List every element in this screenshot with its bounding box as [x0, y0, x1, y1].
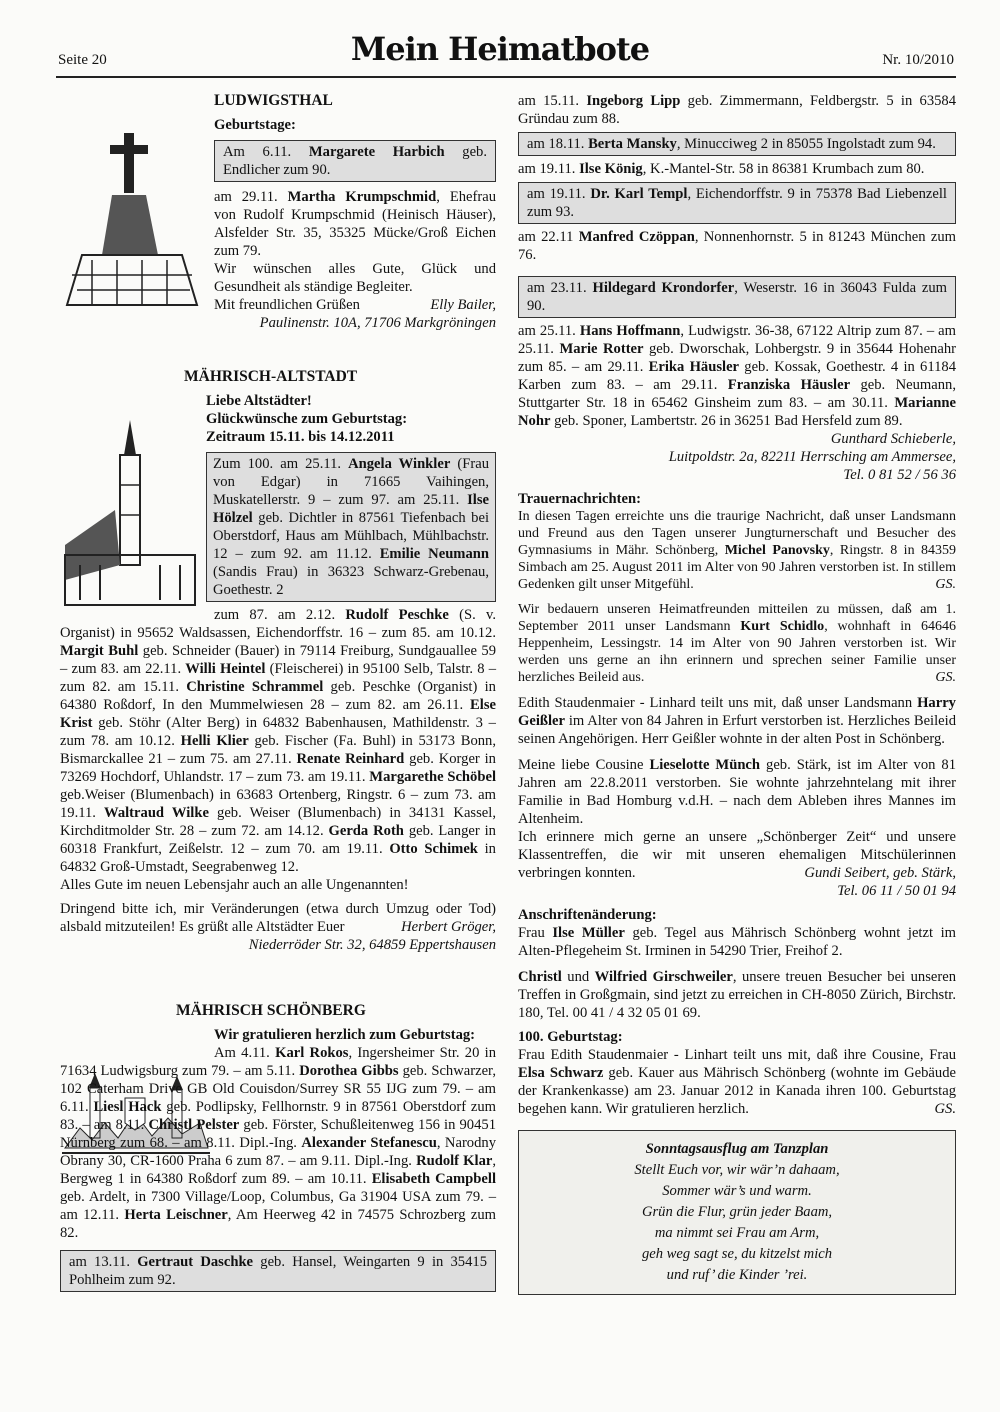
- birthday-entry: [518, 92, 956, 128]
- text-fragment: , Minucciweg 2 in 85055 Ingolstadt zum 94.: [676, 136, 936, 152]
- person-name: Lieselotte Münch: [649, 757, 761, 773]
- person-name: Rudolf Peschke: [345, 607, 449, 623]
- text-fragment: geb. Tegel aus Mährisch Schönberg wohnt jetzt im Alten-Pflegeheim St. Irminen in 54290 Trier, Freihof 2.: [518, 925, 957, 959]
- text-fragment: geb. Stöhr (Alter Berg) in 64832 Babenhausen, Mathildenstr. 3 – zum 78. am 10.12.: [60, 715, 496, 749]
- text-fragment: am 23.11.: [527, 280, 587, 296]
- right-column: [518, 92, 956, 1295]
- text-fragment: , Narodny Obrany 30, CR-1600 Praha 6 zum 87. – am 9.11. Dipl.-Ing.: [60, 1135, 496, 1169]
- person-name: Ilse Müller: [552, 925, 625, 941]
- text-fragment: am 19.11.: [527, 186, 586, 202]
- text-fragment: in 64832 Groß-Umstadt, Seegrabenweg 12.: [60, 841, 496, 875]
- signature-address: Luitpoldstr. 2a, 82211 Herrsching am Ammersee,: [668, 449, 956, 465]
- highlight-box: [206, 452, 496, 602]
- text-fragment: , Ringstr. 8 in 84359 Simbach am 25. August 2011 im Alter von 90 Jahren verstorben ist. In stillem Gedenken gilt unser Mitgefühl.: [518, 543, 956, 592]
- person-name: Elisabeth Campbell: [371, 1171, 496, 1187]
- issue-number: Nr. 10/2010: [882, 52, 954, 68]
- person-name: Elsa Schwarz: [518, 1065, 604, 1081]
- text-fragment: , wohnhaft in 64646 Heppenheim, Lessingstr. 14 im Alter von 90 Jahren verstorben ist. Wir werden uns gerne an ihn erinnern und sprechen seiner Familie unser herzliches Beileid aus.: [518, 619, 957, 685]
- text-fragment: , Nonnenhornstr. 5 in 81243 München zum 76.: [518, 229, 956, 263]
- person-name: Franziska Häusler: [727, 377, 851, 393]
- text-fragment: Gundi Seibert, geb. Stärk,: [804, 865, 956, 881]
- signature-phone: Tel. 06 11 / 50 01 94: [837, 883, 956, 899]
- text-fragment: am 22.11: [518, 229, 574, 245]
- text-fragment: am 19.11.: [518, 161, 576, 177]
- birthday-list: [60, 1044, 496, 1242]
- text-fragment: geb. Dworschak, Lohbergstr. 9 in 35644 Hohenahr zum 85. – am 29.11.: [518, 341, 956, 375]
- signature-address: Niederröder Str. 32, 64859 Eppertshausen: [248, 937, 496, 953]
- text-fragment: , Ingersheimer Str. 20 in 71634 Ludwigsburg zum 79. – am 5.11.: [60, 1045, 497, 1079]
- person-name: Alexander Stefanescu: [301, 1135, 437, 1151]
- highlight-box: [214, 140, 496, 182]
- person-name: Kurt Schidlo: [740, 619, 825, 634]
- text-fragment: geb. Zimmermann, Feldbergstr. 5 in 63584 Gründau zum 88.: [518, 93, 957, 127]
- person-name: Else Krist: [60, 697, 496, 731]
- page-number: Seite 20: [58, 52, 107, 68]
- header-rule: [56, 76, 956, 78]
- poem-line: und ruf’ die Kinder ’rei.: [666, 1267, 808, 1283]
- text-fragment: GS.: [934, 1101, 956, 1117]
- text-fragment: am 29.11.: [214, 189, 278, 205]
- obituary: [518, 756, 956, 828]
- text-fragment: , Weserstr. 16 in 36043 Fulda zum 90.: [527, 280, 948, 314]
- person-name: Margarethe Schöbel: [369, 769, 496, 785]
- poem-line: ma nimmt sei Frau am Arm,: [654, 1225, 820, 1241]
- person-name: Margarete Harbich: [308, 144, 445, 160]
- person-name: Berta Mansky: [588, 136, 677, 152]
- text-fragment: geb. Endlicher zum 90.: [223, 144, 488, 178]
- text-fragment: geb. Schwarzer, 102 Caterham Drive GB Old Couisdon/Surrey SR 55 IJG zum 79. – am 6.11.: [60, 1063, 496, 1115]
- text-fragment: (Fleischerei) in 95100 Selb, Talstr. 8 – zum 82. am 15.11.: [60, 661, 496, 695]
- text-fragment: GS.: [935, 577, 956, 592]
- text-fragment: geb. Fischer (Fa. Buhl) in 53173 Bonn, Bismarckallee 21 – zum 75. am 27.11.: [60, 733, 496, 767]
- text-fragment: Dringend bitte ich, mir Veränderungen (etwa durch Umzug oder Tod) alsbald mitzuteilen! Es grüßt alle Altstädter Euer: [60, 901, 496, 935]
- poem-line: Sommer wär’s und warm.: [662, 1183, 812, 1199]
- person-name: Harry Geißler: [518, 695, 956, 729]
- text-fragment: , K.-Mantel-Str. 58 in 86381 Krumbach zum 80.: [642, 161, 925, 177]
- text-fragment: geb. Ardelt, in 7300 Village/Loop, Columbus, Ga 31904 USA zum 79. – am 12.11.: [60, 1189, 496, 1223]
- poem-title: Sonntagsausflug am Tanzplan: [645, 1141, 829, 1157]
- obituary: [518, 694, 956, 748]
- text-fragment: , Eichendorffstr. 9 in 75378 Bad Liebenzell zum 93.: [527, 186, 947, 220]
- text-fragment: geb. Podlipsky, Fellhornstr. 9 in 87561 Oberstdorf zum 83. – am 8.11.: [60, 1099, 497, 1133]
- birthday-entry: [214, 188, 496, 260]
- section-title-ludwigsthal: LUDWIGSTHAL: [214, 92, 333, 109]
- text-fragment: geb. Förster, Schußleitenweg 156 in 90451 Nürnberg zum 68. – am 8.11. Dipl.-Ing.: [60, 1117, 496, 1151]
- birthday-entry: [518, 228, 956, 264]
- person-name: Ilse Hölzel: [213, 492, 489, 526]
- obituary: [518, 508, 956, 593]
- text-fragment: geb. Sponer, Lambertstr. 26 in 36251 Bad Hersfeld zum 89.: [554, 413, 903, 429]
- text-fragment: Am 4.11.: [214, 1045, 270, 1061]
- person-name: Christl: [518, 969, 562, 985]
- birthday-list: [60, 606, 496, 876]
- poem-box: [518, 1130, 956, 1295]
- text-fragment: geb. Hansel, Weingarten 9 in 35415 Pohlheim zum 92.: [69, 1254, 487, 1288]
- memory-note: [518, 828, 956, 882]
- birthday-entry: [518, 160, 956, 178]
- person-name: Liesl Hack: [93, 1099, 162, 1115]
- congrats-heading: Glückwünsche zum Geburtstag:: [206, 411, 408, 427]
- poem-line: Stellt Euch vor, wir wär’n dahaam,: [634, 1162, 840, 1178]
- text-fragment: geb. Dichtler in 87561 Tiefenbach bei Oberstdorf, Haus am Mühlbach, Mühlbachstr. 12 – zum 92. am 11.12.: [213, 510, 489, 562]
- address-change: [518, 924, 956, 960]
- text-fragment: geb. Weiser (Blumenbach) in 34131 Kassel, Kirchditmolder Str. 28 – zum 72. am 14.12.: [60, 805, 496, 839]
- wishes: Wir wünschen alles Gute, Glück und Gesundheit als ständige Begleiter.: [214, 261, 496, 295]
- person-name: Waltraud Wilke: [104, 805, 209, 821]
- text-fragment: Meine liebe Cousine: [518, 757, 644, 773]
- text-fragment: und: [567, 969, 590, 985]
- text-fragment: am 18.11.: [527, 136, 585, 152]
- text-fragment: Wir bedauern unseren Heimatfreunden mitteilen zu müssen, daß am 1. September 2011 unser Landsmann: [518, 602, 956, 634]
- person-name: Ilse König: [579, 161, 643, 177]
- highlight-box: [60, 1250, 496, 1292]
- person-name: Manfred Czöppan: [578, 229, 695, 245]
- poem-line: geh weg sagt se, du kitzelst mich: [641, 1246, 833, 1262]
- highlight-box: [518, 132, 956, 156]
- text-fragment: Frau: [518, 925, 545, 941]
- left-column: [60, 90, 496, 1296]
- person-name: Hans Hoffmann: [579, 323, 681, 339]
- text-fragment: , Ehefrau von Rudolf Krumpschmid (Heinisch Häuser), Alsfelder Str. 35, 35325 Mücke/Groß Eichen zum 79.: [214, 189, 496, 259]
- period-heading: Zeitraum 15.11. bis 14.12.2011: [206, 429, 395, 445]
- person-name: Erika Häusler: [648, 359, 740, 375]
- person-name: Margit Buhl: [60, 643, 139, 659]
- signature-phone: Tel. 0 81 52 / 56 36: [843, 467, 956, 483]
- person-name: Dr. Karl Templ: [590, 186, 688, 202]
- text-fragment: (S. v. Organist) in 95652 Waldsassen, Eichendorffstr. 16 – zum 85. am 10.12.: [60, 607, 496, 641]
- text-fragment: , unsere treuen Besucher bei unseren Treffen in Großgmain, sind jetzt zu erreichen in CH-8050 Zürich, Birchstr. 180, Tel. 00 41 / 4 32 05 01 69.: [518, 969, 956, 1021]
- person-name: Herta Leischner: [124, 1207, 228, 1223]
- person-name: Helli Klier: [180, 733, 249, 749]
- text-fragment: geb. Korger in 73269 Hochdorf, Uhlandstr. 17 – zum 73. am 19.11.: [60, 751, 496, 785]
- poem-line: Grün die Flur, grün jeder Baam,: [641, 1204, 833, 1220]
- hundredth-birthday-heading: 100. Geburtstag:: [518, 1029, 623, 1045]
- person-name: Dorothea Gibbs: [299, 1063, 399, 1079]
- signature-address: Paulinenstr. 10A, 71706 Markgröningen: [259, 315, 496, 331]
- address-change-heading: Anschriftenänderung:: [518, 907, 657, 923]
- person-name: Marianne Nohr: [518, 395, 956, 429]
- section-title-altstadt: MÄHRISCH-ALTSTADT: [184, 368, 358, 385]
- person-name: Michel Panovsky: [724, 543, 830, 558]
- text-fragment: , Ludwigstr. 36-38, 67122 Altrip zum 87. – am 25.11.: [518, 323, 956, 357]
- text-fragment: Frau Edith Staudenmaier - Linhart teilt uns mit, daß ihre Cousine, Frau: [518, 1047, 956, 1063]
- text-fragment: Gunthard Schieberle,: [830, 431, 956, 447]
- text-fragment: (Sandis Frau) in 36323 Schwarz-Grebenau, Goethestr. 2: [213, 564, 489, 598]
- text-fragment: Am 6.11.: [223, 144, 292, 160]
- person-name: Martha Krumpschmid: [287, 189, 437, 205]
- person-name: Rudolf Klar: [416, 1153, 493, 1169]
- person-name: Otto Schimek: [389, 841, 478, 857]
- person-name: Marie Rotter: [559, 341, 644, 357]
- greeting: [214, 296, 496, 314]
- text-fragment: am 25.11.: [518, 323, 576, 339]
- text-fragment: GS.: [935, 670, 956, 685]
- person-name: Ingeborg Lipp: [586, 93, 681, 109]
- text-fragment: im Alter von 84 Jahren in Erfurt verstorben ist. Herzliches Beileid seinen Angehörigen. Herr Geißler wohnte in der alten Post in Schönberg.: [518, 713, 956, 747]
- highlight-box: [518, 276, 956, 318]
- text-fragment: geb.Weiser (Blumenbach) in 63683 Ortenberg, Ringstr. 6 – zum 73. am 19.11.: [60, 787, 496, 821]
- text-fragment: zum 87. am 2.12.: [214, 607, 336, 623]
- text-fragment: geb. Schneider (Bauer) in 79114 Freiburg, Sundgauallee 59 – zum 83. am 22.11.: [60, 643, 497, 677]
- text-fragment: Edith Staudenmaier - Linhard teilt uns mit, daß unser Landsmann: [518, 695, 913, 711]
- salutation: Liebe Altstädter!: [206, 393, 312, 409]
- text-fragment: Ich erinnere mich gerne an unsere „Schönberger Zeit“ und unsere Klassentreffen, die wir mit unseren ehemaligen Mitschülerinnen verbringen konnten.: [518, 829, 956, 881]
- person-name: Gertraut Daschke: [137, 1254, 254, 1270]
- address-change: [518, 968, 956, 1022]
- person-name: Angela Winkler: [348, 456, 451, 472]
- person-name: Renate Reinhard: [296, 751, 405, 767]
- obituary: [518, 601, 956, 686]
- section-title-schoenberg: MÄHRISCH SCHÖNBERG: [176, 1002, 366, 1019]
- birthday-list: [518, 322, 956, 447]
- masthead: Mein Heimatbote: [350, 30, 650, 68]
- person-name: Christine Schrammel: [186, 679, 324, 695]
- person-name: Wilfried Girschweiler: [594, 969, 733, 985]
- text-fragment: geb. Stärk, ist im Alter von 81 Jahren am 22.8.2011 verstorben. Sie wohnte jahrzehntelang mit ihrer Familie in Bad Homburg v.d.H. – nach dem Ableben ihres Mannes im Altenheim.: [518, 757, 956, 827]
- text-fragment: geb. Peschke (Organist) in 64380 Roßdorf, In den Mummelwiesen 28 – zum 82. am 26.11.: [60, 679, 496, 713]
- person-name: Christl Pelster: [148, 1117, 240, 1133]
- text-fragment: am 15.11.: [518, 93, 580, 109]
- text-fragment: , Bergweg 1 in 64380 Roßdorf zum 89. – am 10.11.: [60, 1153, 497, 1187]
- text-fragment: In diesen Tagen erreichte uns die traurige Nachricht, daß unser Landsmann und Freund aus den Tagen unserer Jungturnerschaft und Besucher des Gymnasiums in Mähr. Schönberg,: [518, 509, 956, 558]
- text-fragment: Elly Bailer,: [430, 297, 496, 313]
- person-name: Gerda Roth: [328, 823, 404, 839]
- text-fragment: Mit freundlichen Grüßen: [214, 297, 360, 313]
- text-fragment: (Frau von Edgar) in 71665 Vaihingen, Muskatellerstr. 9 – zum 97. am 25.11.: [213, 456, 489, 508]
- text-fragment: geb. Kossak, Goethestr. 4 in 61184 Karben zum 83. – am 29.11.: [518, 359, 956, 393]
- birthdays-heading: Geburtstage:: [214, 117, 296, 133]
- text-fragment: geb. Kauer aus Mährisch Schönberg (wohnte im Gebäude der Krankenkasse) am 23. Januar 2012 in Kanada ihren 100. Geburtstag begehen kann. Wir gratulieren herzlich.: [518, 1065, 956, 1117]
- text-fragment: geb. Langer in 60318 Frankfurt, Zeißelstr. 12 – zum 70. am 19.11.: [60, 823, 496, 857]
- text-fragment: , Am Heerweg 42 in 74575 Schrozberg zum 82.: [60, 1207, 497, 1241]
- closing-wish: Alles Gute im neuen Lebensjahr auch an alle Ungenannten!: [60, 877, 409, 893]
- text-fragment: am 13.11.: [69, 1254, 130, 1270]
- person-name: Karl Rokos: [275, 1045, 349, 1061]
- highlight-box: [518, 182, 956, 224]
- person-name: Hildegard Krondorfer: [592, 280, 735, 296]
- person-name: Willi Heintel: [185, 661, 266, 677]
- text-fragment: Herbert Gröger,: [401, 919, 496, 935]
- congrats-heading: Wir gratulieren herzlich zum Geburtstag:: [214, 1027, 476, 1043]
- request-note: [60, 900, 496, 936]
- text-fragment: geb. Neumann, Stuttgarter Str. 18 in 65462 Ginsheim zum 83. – am 30.11.: [518, 377, 956, 411]
- obituaries-heading: Trauernachrichten:: [518, 491, 641, 507]
- hundredth-birthday: [518, 1046, 956, 1118]
- text-fragment: Zum 100. am 25.11.: [213, 456, 342, 472]
- person-name: Emilie Neumann: [379, 546, 489, 562]
